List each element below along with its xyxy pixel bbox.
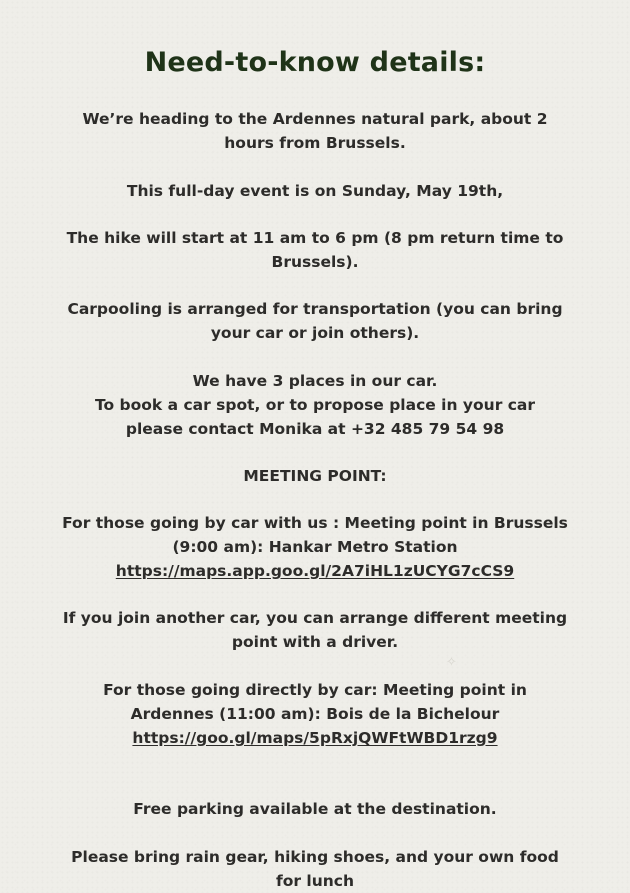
time-line-1: The hike will start at 11 am to 6 pm (8 pm return time to [66, 229, 564, 247]
carpooling-line-2: your car or join others). [210, 324, 420, 342]
brussels-meeting-line-1: For those going by car with us : Meeting point in Brussels [62, 514, 568, 532]
ardennes-map-link[interactable]: https://goo.gl/maps/5pRxjQWFtWBD1rzg9 [132, 729, 498, 747]
location-paragraph [60, 107, 570, 155]
brussels-meeting-paragraph [60, 511, 570, 583]
other-car-line-2: point with a driver. [231, 633, 399, 651]
ardennes-meeting-line-1: For those going directly by car: Meeting point in [103, 681, 527, 699]
location-line-2: hours from Brussels. [224, 134, 406, 152]
booking-paragraph [60, 369, 570, 441]
meeting-point-heading [60, 464, 570, 488]
bring-gear-line-1: Please bring rain gear, hiking shoes, and your own food [71, 848, 559, 866]
meeting-point-label: MEETING POINT: [243, 467, 387, 485]
location-line-1: We’re heading to the Ardennes natural park, about 2 [82, 110, 548, 128]
brussels-map-link[interactable]: https://maps.app.goo.gl/2A7iHL1zUCYG7cCS9 [115, 562, 515, 580]
booking-line-2: To book a car spot, or to propose place in your car [94, 396, 536, 414]
sparkle-icon: ✧ [446, 655, 457, 670]
parking-line: Free parking available at the destination. [133, 800, 497, 818]
ardennes-meeting-paragraph [60, 678, 570, 750]
carpooling-paragraph [60, 297, 570, 345]
carpooling-line-1: Carpooling is arranged for transportation (you can bring [67, 300, 563, 318]
time-paragraph [60, 226, 570, 274]
bring-gear-paragraph [60, 845, 570, 893]
bring-gear-line-2: for lunch [275, 872, 355, 890]
booking-line-1: We have 3 places in our car. [192, 372, 438, 390]
date-paragraph [60, 179, 570, 203]
booking-line-3: please contact Monika at +32 485 79 54 98 [125, 420, 505, 438]
parking-paragraph [60, 797, 570, 821]
other-car-line-1: If you join another car, you can arrange different meeting [62, 609, 568, 627]
ardennes-meeting-line-2: Ardennes (11:00 am): Bois de la Bichelour [130, 705, 500, 723]
time-line-2: Brussels). [271, 253, 359, 271]
page-title: Need-to-know details: [144, 47, 486, 78]
brussels-meeting-line-2: (9:00 am): Hankar Metro Station [172, 538, 458, 556]
other-car-paragraph [60, 606, 570, 654]
date-line: This full-day event is on Sunday, May 19th, [126, 182, 504, 200]
